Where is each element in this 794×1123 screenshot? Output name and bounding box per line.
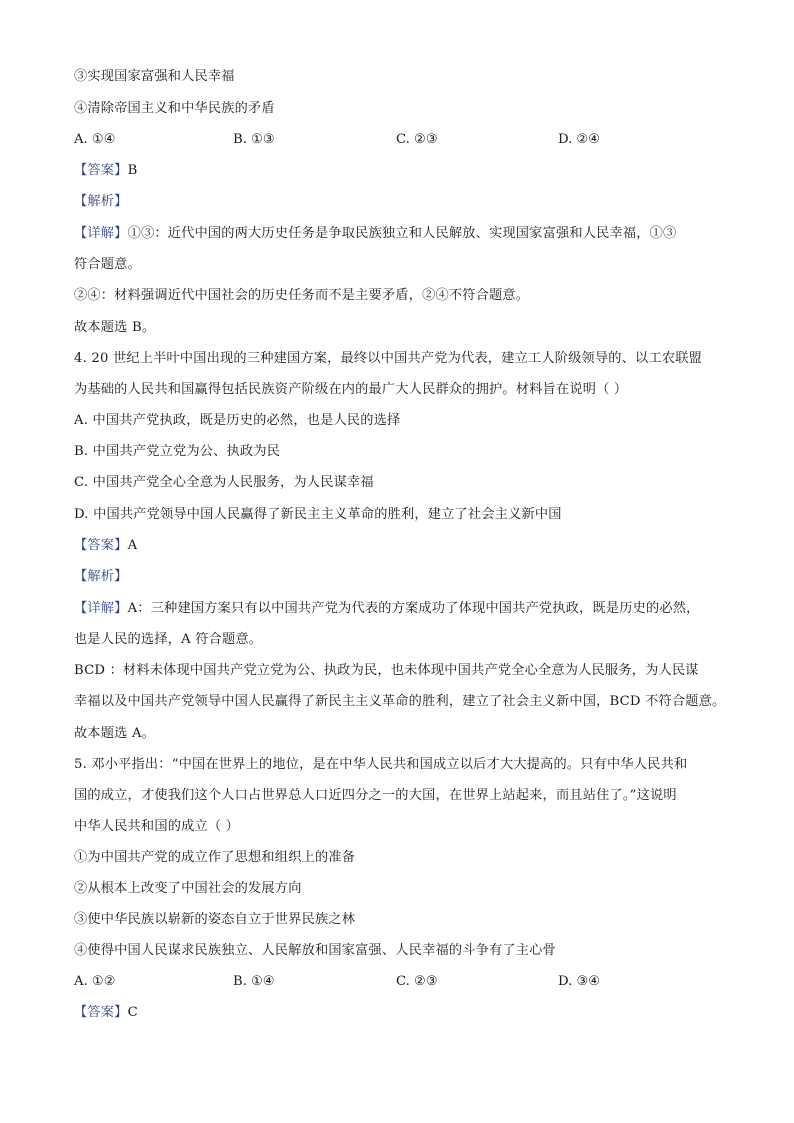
- q3-option-c: C. ②③: [396, 132, 438, 147]
- q3-answer: [74, 162, 137, 179]
- q3-detail-line-3: ②④：材料强调近代中国社会的历史任务而不是主要矛盾，②④不符合题意。: [74, 288, 530, 303]
- q4-option-b: B. 中国共产党立党为公、执政为民: [74, 444, 281, 459]
- q5-stem-line-2: 国的成立，才使我们这个人口占世界总人口近四分之一的大国，在世界上站起来，而且站住了。”这说明: [74, 788, 677, 803]
- q4-option-a: A. 中国共产党执政，既是历史的必然，也是人民的选择: [74, 413, 401, 428]
- q3-option-d: D. ②④: [558, 132, 601, 147]
- detail-tag: 【详解】: [74, 601, 128, 616]
- q5-answer: [74, 1004, 138, 1021]
- q5-option-d: D. ③④: [558, 974, 601, 989]
- q3-detail-line-1: 【详解】①③：近代中国的两大历史任务是争取民族独立和人民解放、实现国家富强和人民幸福，①③: [74, 226, 677, 241]
- q3-option-b: B. ①③: [233, 132, 275, 147]
- q4-option-c: C. 中国共产党全心全意为人民服务，为人民谋幸福: [74, 475, 374, 490]
- q4-stem-line-1: 4. 20 世纪上半叶中国出现的三种建国方案，最终以中国共产党为代表，建立工人阶级领导的、以工农联盟: [74, 351, 702, 366]
- q3-analysis-tag: 【解析】: [74, 194, 128, 209]
- q4-detail-line-4: 幸福以及中国共产党领导中国人民赢得了新民主主义革命的胜利，建立了社会主义新中国，BCD 不符合题意。: [74, 694, 726, 709]
- q4-detail-line-2: 也是人民的选择，A 符合题意。: [74, 632, 263, 647]
- detail-tag: 【详解】: [74, 226, 128, 241]
- q3-option-a: A. ①④: [74, 132, 116, 147]
- q5-option-c: C. ②③: [396, 974, 438, 989]
- answer-tag: 【答案】: [74, 163, 128, 178]
- answer-value: C: [127, 1005, 138, 1020]
- q5-item-1: ①为中国共产党的成立作了思想和组织上的准备: [74, 850, 356, 865]
- q4-detail-line-3: BCD ：材料未体现中国共产党立党为公、执政为民，也未体现中国共产党全心全意为人民服务，为人民谋: [74, 663, 699, 678]
- answer-tag: 【答案】: [74, 538, 128, 553]
- q3-conclusion: 故本题选 B。: [74, 320, 156, 335]
- q4-conclusion: 故本题选 A。: [74, 726, 156, 741]
- answer-value: A: [127, 538, 138, 553]
- q5-stem-line-1: 5. 邓小平指出：“中国在世界上的地位，是在中华人民共和国成立以后才大大提高的。只有中华人民共和: [74, 757, 688, 772]
- q5-item-2: ②从根本上改变了中国社会的发展方向: [74, 881, 302, 896]
- q4-answer: [74, 537, 137, 554]
- q3-item-4: ④清除帝国主义和中华民族的矛盾: [74, 101, 275, 116]
- q4-detail-line-1: 【详解】A：三种建国方案只有以中国共产党为代表的方案成功了体现中国共产党执政，既是历史的必然，: [74, 601, 700, 616]
- q4-stem-line-2: 为基础的人民共和国赢得包括民族资产阶级在内的最广大人民群众的拥护。材料旨在说明（ ）: [74, 382, 628, 397]
- q5-stem-line-3: 中华人民共和国的成立（ ）: [74, 819, 240, 834]
- q4-analysis-tag: 【解析】: [74, 569, 128, 584]
- q5-item-4: ④使得中国人民谋求民族独立、人民解放和国家富强、人民幸福的斗争有了主心骨: [74, 943, 556, 958]
- answer-tag: 【答案】: [74, 1005, 128, 1020]
- answer-value: B: [127, 163, 138, 178]
- q5-item-3: ③使中华民族以崭新的姿态自立于世界民族之林: [74, 912, 356, 927]
- q3-detail-line-2: 符合题意。: [74, 257, 141, 272]
- q5-option-b: B. ①④: [233, 974, 275, 989]
- q5-option-a: A. ①②: [74, 974, 116, 989]
- q4-option-d: D. 中国共产党领导中国人民赢得了新民主主义革命的胜利，建立了社会主义新中国: [74, 507, 562, 522]
- q3-item-3: ③实现国家富强和人民幸福: [74, 69, 235, 84]
